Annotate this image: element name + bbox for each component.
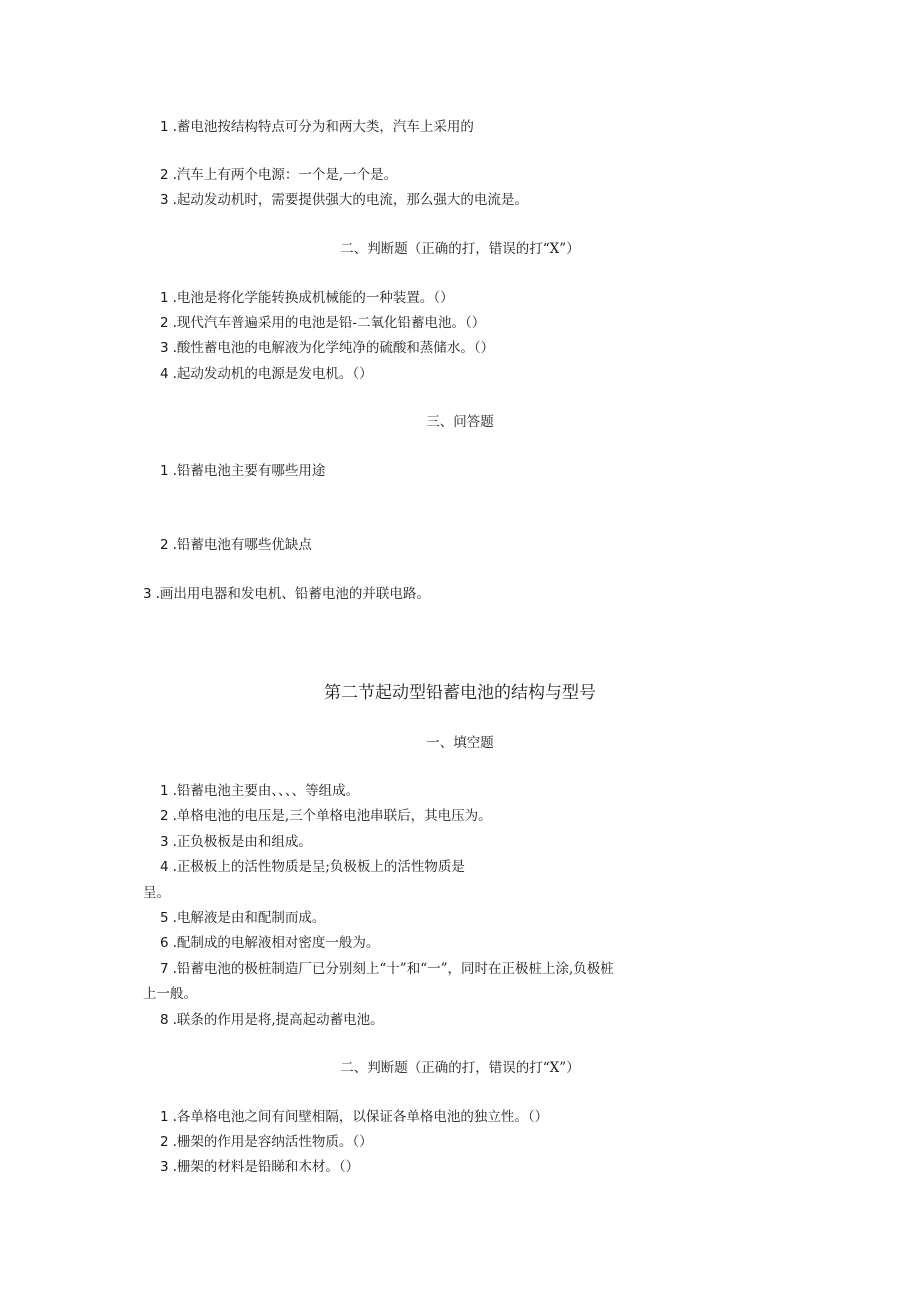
fill-item-3 (160, 833, 312, 851)
item-text: .现代汽车普遍采用的电池是铅-二氧化铅蓄电池。（） (172, 315, 486, 331)
item-text: .铅蓄电池的极桩制造厂已分别刻上“十”和“一”，同时在正极桩上涂,负极桩 (172, 961, 614, 977)
item-text: .蓄电池按结构特点可分为和两大类，汽车上采用的 (172, 119, 474, 135)
fill-item-6 (160, 934, 379, 952)
judge-item-1 (160, 289, 454, 307)
item-text: .铅蓄电池有哪些优缺点 (172, 537, 312, 553)
fill-item-7-continuation: 上一般。 (143, 986, 197, 1002)
qa-heading: 三、问答题 (426, 414, 494, 430)
fill-item-3 (160, 191, 528, 209)
item-number: 2 (160, 537, 169, 553)
item-text: .铅蓄电池主要有哪些用途 (172, 463, 326, 479)
item-number: 5 (160, 910, 169, 926)
judge-heading-2: 二、判断题（正确的打，错误的打“X”） (340, 1060, 580, 1076)
item-number: 7 (160, 961, 169, 977)
item-text: .正极板上的活性物质是呈;负极板上的活性物质是 (172, 859, 465, 875)
item-text: .电池是将化学能转换成机械能的一种装置。（） (172, 290, 454, 306)
item-number: 3 (160, 192, 169, 208)
item-number: 3 (160, 834, 169, 850)
item-text: .汽车上有两个电源：一个是,一个是。 (172, 167, 398, 183)
item-text: .起动发动机的电源是发电机。（） (172, 366, 373, 382)
item-number: 1 (160, 783, 169, 799)
fill-item-2 (160, 166, 397, 184)
judge-item-4 (160, 365, 373, 383)
item-text: .栅架的作用是容纳活性物质。（） (172, 1134, 373, 1150)
fill-item-4 (160, 858, 465, 876)
section-title: 第二节起动型铅蓄电池的结构与型号 (324, 683, 596, 703)
qa-item-1 (160, 462, 325, 480)
fill-item-8 (160, 1011, 384, 1029)
item-text: .配制成的电解液相对密度一般为。 (172, 935, 380, 951)
item-number: 3 (143, 586, 152, 602)
item-number: 1 (160, 290, 169, 306)
item-number: 1 (160, 1109, 169, 1125)
item-number: 2 (160, 315, 169, 331)
item-number: 1 (160, 463, 169, 479)
qa-item-2 (160, 536, 312, 554)
item-number: 2 (160, 1134, 169, 1150)
fill-item-1 (160, 118, 474, 136)
item-number: 2 (160, 167, 169, 183)
fill-item-2 (160, 807, 492, 825)
judge-item-2 (160, 1133, 373, 1151)
item-number: 4 (160, 859, 169, 875)
item-text: .栅架的材料是铅睇和木材。（） (172, 1159, 360, 1175)
qa-item-3 (143, 585, 430, 603)
item-number: 3 (160, 1159, 169, 1175)
item-number: 2 (160, 808, 169, 824)
fill-item-7 (160, 960, 614, 978)
judge-heading-1: 二、判断题（正确的打，错误的打“X”） (340, 241, 580, 257)
fill-heading: 一、填空题 (426, 735, 494, 751)
judge-item-3 (160, 1158, 359, 1176)
judge-item-3 (160, 339, 494, 357)
item-number: 4 (160, 366, 169, 382)
item-number: 6 (160, 935, 169, 951)
item-text: .铅蓄电池主要由、、、、等组成。 (172, 783, 360, 799)
item-number: 3 (160, 340, 169, 356)
item-text: .正负极板是由和组成。 (172, 834, 312, 850)
item-text: .酸性蓄电池的电解液为化学纯净的硫酸和蒸储水。（） (172, 340, 495, 356)
item-number: 1 (160, 119, 169, 135)
judge-item-2 (160, 314, 485, 332)
judge-item-1 (160, 1108, 548, 1126)
fill-item-4-continuation: 呈。 (143, 885, 170, 901)
item-text: .电解液是由和配制而成。 (172, 910, 326, 926)
item-text: .各单格电池之间有间壁相隔，以保证各单格电池的独立性。（） (172, 1109, 549, 1125)
item-text: .起动发动机时，需要提供强大的电流，那么强大的电流是。 (172, 192, 528, 208)
item-number: 8 (160, 1012, 169, 1028)
item-text: .画出用电器和发电机、铅蓄电池的并联电路。 (155, 586, 430, 602)
item-text: .联条的作用是将,提高起动蓄电池。 (172, 1012, 384, 1028)
fill-item-5 (160, 909, 325, 927)
fill-item-1 (160, 782, 359, 800)
item-text: .单格电池的电压是,三个单格电池串联后，其电压为。 (172, 808, 492, 824)
